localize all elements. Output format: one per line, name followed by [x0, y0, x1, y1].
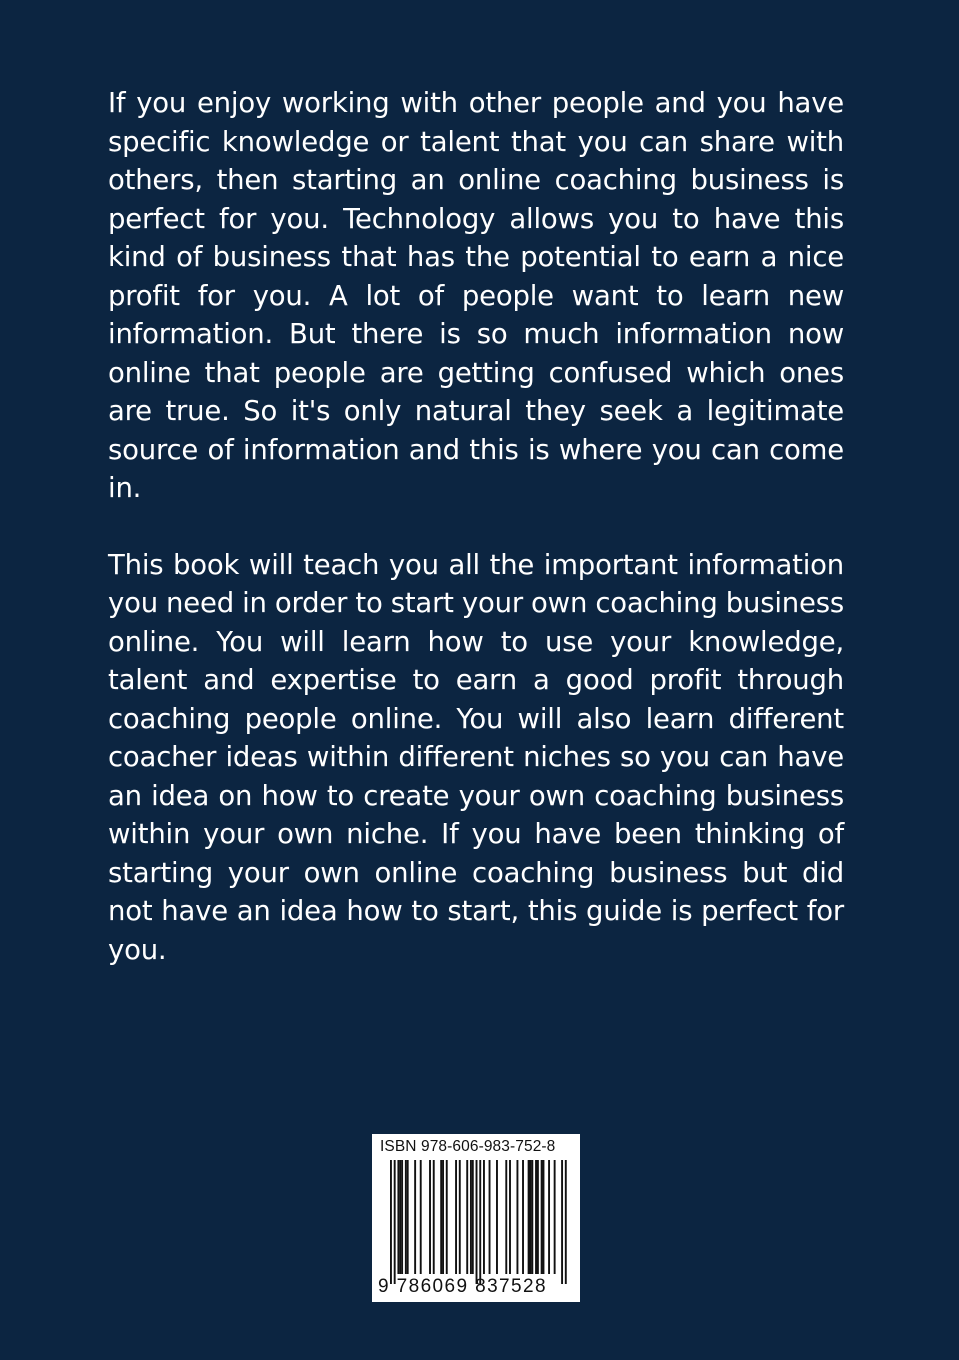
barcode-bar: [405, 1160, 407, 1274]
barcode-bar: [543, 1160, 545, 1274]
barcode-bar: [466, 1160, 468, 1274]
barcode-bar: [420, 1160, 422, 1274]
blurb-paragraph-1: If you enjoy working with other people and you have specific knowledge or talent that you can share with others, then starting an online coaching business is perfect for you. Technology allows you to have this kind of business that has the potential to earn a nice profit for you. A lot of people want to learn new information. But there is so much information now online that people are getting confused which ones are true. So it's only natural they seek a legitimate source of information and this is where you can come in.: [108, 87, 844, 504]
barcode-bar: [446, 1160, 448, 1274]
barcode-bar: [414, 1160, 416, 1274]
barcode-bar: [537, 1160, 539, 1274]
barcode-bar: [496, 1160, 498, 1274]
barcode-bar: [535, 1160, 537, 1274]
cover-blurb: [108, 84, 844, 969]
barcode-bar: [479, 1160, 481, 1284]
barcode-bar: [455, 1160, 457, 1274]
barcode-bar: [554, 1160, 556, 1274]
barcode-bar: [483, 1160, 485, 1274]
barcode-bar: [561, 1160, 563, 1284]
isbn-label: ISBN 978-606-983-752-8: [380, 1138, 556, 1155]
barcode-bar: [489, 1160, 491, 1274]
barcode-bar: [476, 1160, 478, 1284]
barcode-bar: [530, 1160, 532, 1274]
barcode-bar: [509, 1160, 511, 1274]
barcode-bar: [394, 1160, 396, 1284]
barcode-bar: [407, 1160, 409, 1274]
barcode-bar: [505, 1160, 507, 1274]
barcode-bar: [399, 1160, 401, 1274]
barcode-bar: [401, 1160, 403, 1274]
barcode-bar: [459, 1160, 461, 1274]
barcode-bar: [528, 1160, 530, 1274]
barcode-bar: [472, 1160, 474, 1274]
barcode-bar: [548, 1160, 550, 1274]
barcode-bar: [522, 1160, 524, 1274]
barcode-bar: [429, 1160, 431, 1274]
barcode-bar: [397, 1160, 399, 1274]
isbn-barcode: [372, 1134, 580, 1302]
barcode-bar: [433, 1160, 435, 1274]
ean-digits: 9 786069 837528: [378, 1276, 547, 1297]
barcode-bar: [470, 1160, 472, 1274]
barcode-bar: [565, 1160, 567, 1284]
barcode-bar: [516, 1160, 518, 1274]
barcode-bar: [442, 1160, 444, 1274]
barcode-bar: [440, 1160, 442, 1274]
barcode-bar: [390, 1160, 392, 1284]
blurb-paragraph-2: This book will teach you all the important information you need in order to start your own coaching business online. You will learn how to use your knowledge, talent and expertise to earn a good profit through coaching people online. You will also learn different coacher ideas within different niches so you can have an idea on how to create your own coaching business within your own niche. If you have been thinking of starting your own online coaching business but did not have an idea how to start, this guide is perfect for you.: [108, 548, 844, 966]
barcode-bar: [531, 1160, 533, 1274]
barcode-bar: [541, 1160, 543, 1274]
